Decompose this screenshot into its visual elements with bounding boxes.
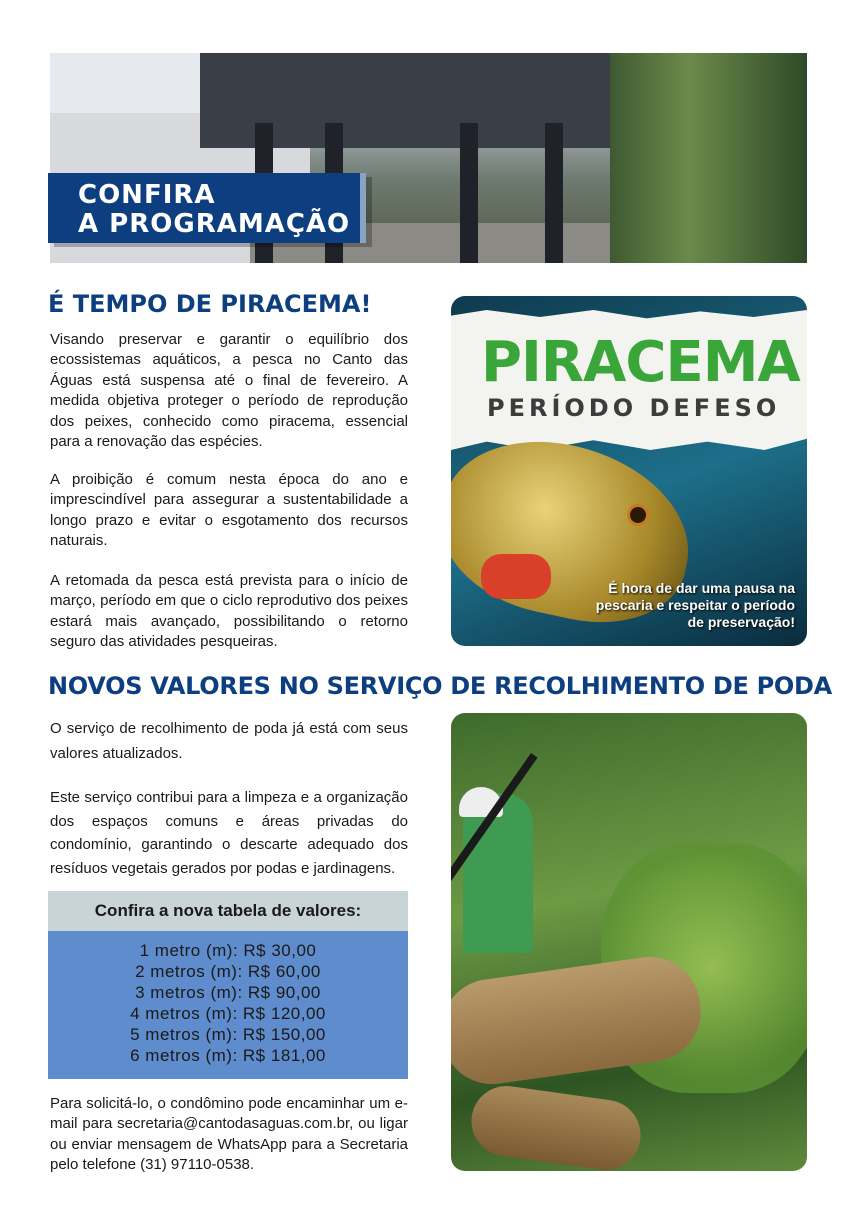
hand-glove bbox=[481, 554, 551, 599]
programacao-banner[interactable] bbox=[48, 173, 366, 243]
price-row: 1 metro (m): R$ 30,00 bbox=[139, 941, 317, 960]
piracema-paragraph-1: Visando preservar e garantir o equilíbrio dos ecossistemas aquáticos, a pesca no Canto das Águas está suspensa até o final de fevereiro. A medida objetiva proteger o período de reprodução dos peixes, conhecido como piracema, essencial para a renovação das espécies. bbox=[50, 331, 408, 451]
banner-line-2: A PROGRAMAÇÃO bbox=[78, 209, 351, 239]
worker-figure bbox=[463, 793, 533, 953]
piracema-paragraph-2: A proibição é comum nesta época do ano e imprescindível para assegurar a sustentabilidade a longo prazo e evitar o esgotamento dos recursos naturais. bbox=[50, 471, 408, 550]
poda-contact-paragraph: Para solicitá-lo, o condômino pode encaminhar um e-mail para secretaria@cantodasaguas.com.br, ou ligar ou enviar mensagem de WhatsApp para a Secretaria pelo telefone (31) 97110-0538. bbox=[50, 1095, 408, 1174]
piracema-image bbox=[451, 296, 807, 646]
poda-section-title: NOVOS VALORES NO SERVIÇO DE RECOLHIMENTO DE PODA bbox=[48, 672, 832, 700]
price-row: 5 metros (m): R$ 150,00 bbox=[130, 1025, 326, 1044]
cut-log bbox=[467, 1082, 645, 1171]
poda-photo bbox=[451, 713, 807, 1171]
price-row: 2 metros (m): R$ 60,00 bbox=[135, 962, 321, 981]
poda-paragraph-2: Este serviço contribui para a limpeza e a organização dos espaços comuns e áreas privadas do condomínio, garantindo o descarte adequado dos resíduos vegetais gerados por podas e jardinagens. bbox=[50, 789, 408, 877]
piracema-section-title: É TEMPO DE PIRACEMA! bbox=[48, 290, 372, 318]
price-row: 3 metros (m): R$ 90,00 bbox=[135, 983, 321, 1002]
piracema-image-title: PIRACEMA bbox=[481, 330, 800, 395]
piracema-image-caption: É hora de dar uma pausa na pescaria e respeitar o período de preservação! bbox=[595, 580, 795, 630]
price-table bbox=[48, 931, 408, 1079]
piracema-paragraph-3: A retomada da pesca está prevista para o início de março, período em que o ciclo reprodutivo dos peixes estará mais avançado, possibilitando o retorno seguro das atividades pesqueiras. bbox=[50, 572, 408, 651]
banner-line-1: CONFIRA bbox=[78, 180, 216, 210]
piracema-image-subtitle: PERÍODO DEFESO bbox=[487, 394, 781, 422]
price-row: 4 metros (m): R$ 120,00 bbox=[130, 1004, 326, 1023]
price-table-header: Confira a nova tabela de valores: bbox=[48, 891, 408, 931]
fish-eye bbox=[627, 504, 649, 526]
poda-paragraph-1: O serviço de recolhimento de poda já está com seus valores atualizados. bbox=[50, 720, 408, 762]
price-row: 6 metros (m): R$ 181,00 bbox=[130, 1046, 326, 1065]
